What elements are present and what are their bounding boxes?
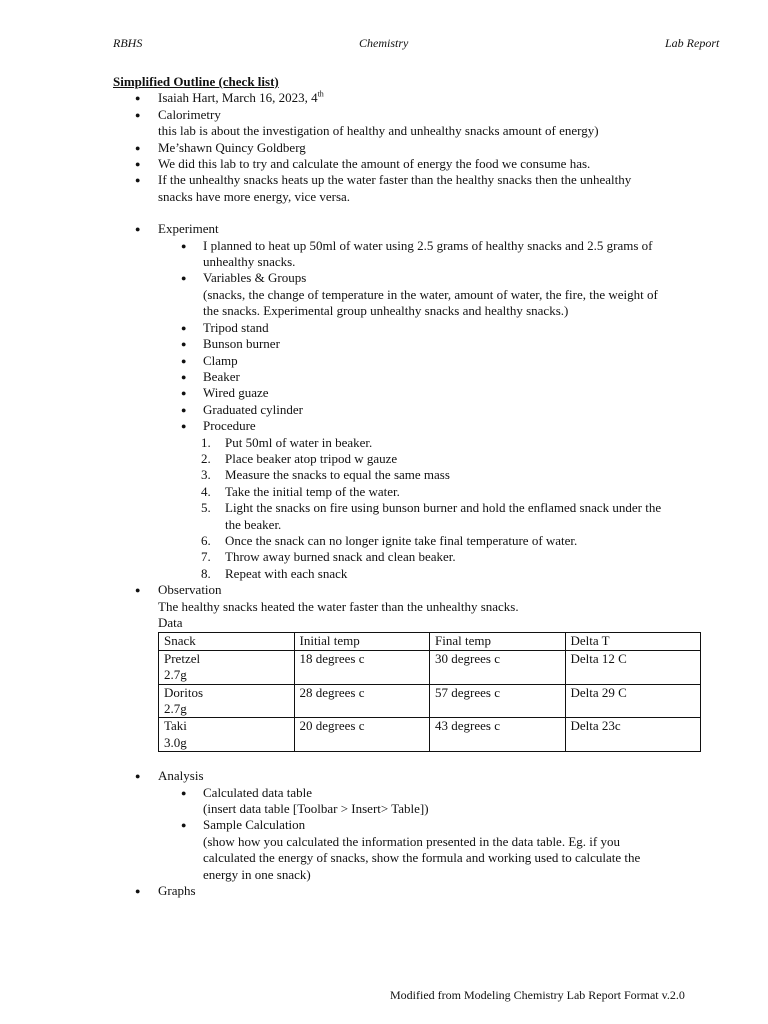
procedure-step: 6. Once the snack can no longer ignite take final temperature of water. [201, 532, 578, 548]
list-item-graphs: ● Graphs [135, 883, 196, 899]
list-item-purpose: ● We did this lab to try and calculate the amount of energy the food we consume has. [135, 156, 591, 172]
list-item-calc-table: ● Calculated data table [181, 784, 313, 800]
list-item-experiment: ● Experiment [135, 221, 219, 237]
plan-continued: unhealthy snacks. [203, 254, 296, 270]
procedure-step: 1. Put 50ml of water in beaker. [201, 434, 373, 450]
table-cell: 57 degrees c [430, 684, 566, 718]
calc-table-description: (insert data table [Toolbar > Insert> Table]) [203, 801, 429, 817]
procedure-step: 3. Measure the snacks to equal the same mass [201, 467, 450, 483]
table-row [159, 718, 701, 752]
list-item-hypothesis: ● If the unhealthy snacks heats up the water faster than the healthy snacks then the unhealthy [135, 172, 632, 188]
table-header-cell: Snack [159, 633, 295, 650]
hypothesis-continued: snacks have more energy, vice versa. [158, 188, 351, 204]
procedure-step-continued: the beaker. [225, 516, 282, 532]
list-item-material: ● Clamp [181, 352, 238, 368]
list-item-variables: ● Variables & Groups [181, 270, 307, 286]
variables-description: (snacks, the change of temperature in the water, amount of water, the fire, the weight of [203, 286, 658, 302]
data-table [158, 632, 701, 752]
table-cell-snack: Taki 3.0g [159, 718, 295, 752]
list-item-topic: ● Calorimetry [135, 106, 221, 122]
procedure-step: 8. Repeat with each snack [201, 565, 348, 581]
table-cell: Delta 29 C [565, 684, 701, 718]
variables-continued: the snacks. Experimental group unhealthy snacks and healthy snacks.) [203, 303, 569, 319]
table-header-row [159, 633, 701, 650]
table-cell-snack: Pretzel 2.7g [159, 650, 295, 684]
header-doc-type: Lab Report [665, 36, 720, 50]
list-item-material: ● Graduated cylinder [181, 401, 303, 417]
table-cell: 28 degrees c [294, 684, 430, 718]
list-item-material: ● Wired guaze [181, 385, 269, 401]
header-school: RBHS [113, 36, 143, 50]
table-cell: 30 degrees c [430, 650, 566, 684]
footer-note: Modified from Modeling Chemistry Lab Report Format v.2.0 [390, 988, 685, 1002]
topic-description: this lab is about the investigation of healthy and unhealthy snacks amount of energy) [158, 123, 599, 139]
list-item-partner: ● Me’shawn Quincy Goldberg [135, 139, 306, 155]
table-header-cell: Delta T [565, 633, 701, 650]
procedure-step: 7. Throw away burned snack and clean beaker. [201, 549, 456, 565]
document-body [113, 74, 703, 900]
table-header-cell: Initial temp [294, 633, 430, 650]
list-item-material: ● Beaker [181, 368, 240, 384]
list-item-material: ● Bunson burner [181, 336, 280, 352]
observation-text: The healthy snacks heated the water faster than the unhealthy snacks. [158, 598, 519, 614]
sample-calc-continued: calculated the energy of snacks, show the formula and working used to calculate the [203, 850, 641, 866]
table-cell: 20 degrees c [294, 718, 430, 752]
list-item-procedure: ● Procedure [181, 418, 256, 434]
table-cell: Delta 12 C [565, 650, 701, 684]
list-item-analysis: ● Analysis [135, 768, 204, 784]
table-cell: Delta 23c [565, 718, 701, 752]
procedure-step: 2. Place beaker atop tripod w gauze [201, 450, 398, 466]
sample-calc-description: (show how you calculated the information presented in the data table. Eg. if you [203, 833, 620, 849]
header-subject: Chemistry [359, 36, 409, 50]
data-label: Data [158, 615, 183, 630]
list-item-material: ● Tripod stand [181, 319, 269, 335]
table-row [159, 650, 701, 684]
sample-calc-continued: energy in one snack) [203, 866, 311, 882]
outline-title: Simplified Outline (check list) [113, 74, 279, 89]
procedure-step: 4. Take the initial temp of the water. [201, 483, 400, 499]
procedure-step: 5. Light the snacks on fire using bunson burner and hold the enflamed snack under the [201, 500, 662, 516]
table-cell: 18 degrees c [294, 650, 430, 684]
list-item-name-date: ● Isaiah Hart, March 16, 2023, 4th [135, 90, 324, 106]
list-item-sample-calc: ● Sample Calculation [181, 817, 306, 833]
table-cell-snack: Doritos 2.7g [159, 684, 295, 718]
list-item-observation: ● Observation [135, 582, 222, 598]
list-item-plan: ● I planned to heat up 50ml of water using 2.5 grams of healthy snacks and 2.5 grams of [181, 237, 653, 253]
table-header-cell: Final temp [430, 633, 566, 650]
table-row [159, 684, 701, 718]
table-cell: 43 degrees c [430, 718, 566, 752]
